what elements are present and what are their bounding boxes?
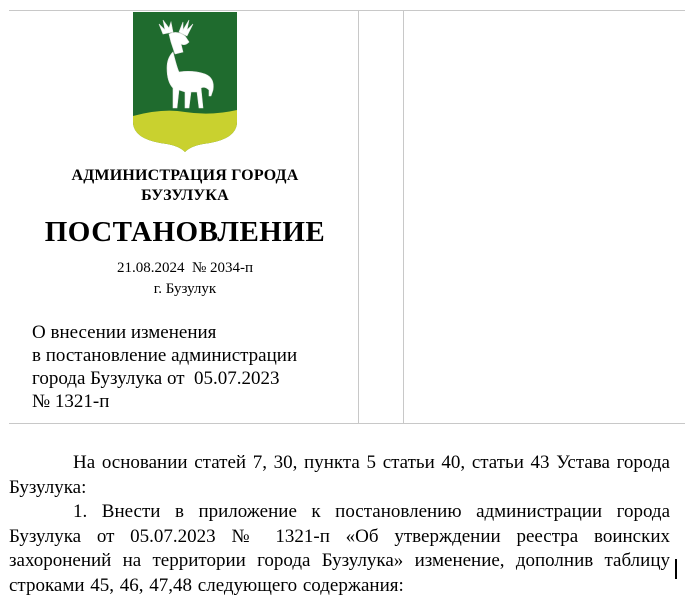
body-paragraph[interactable]: На основании статей 7, 30, пункта 5 статьи 40, статьи 43 Устава города Бузулука: [9,452,670,498]
table-divider [403,10,404,424]
subject-line: города Бузулука от 05.07.2023 [32,368,280,389]
document-body[interactable] [9,451,670,598]
document-city: г. Бузулук [153,281,217,297]
organization-name-line1: АДМИНИСТРАЦИЯ ГОРОДА [71,167,299,184]
organization-name-line2: БУЗУЛУКА [141,187,229,204]
subject-line: в постановление администрации [32,345,298,366]
subject-line: № 1321-п [32,391,110,412]
text-cursor [675,559,677,579]
document-date-number [20,259,350,277]
document-date: 21.08.2024 [116,260,185,276]
document-type: ПОСТАНОВЛЕНИЕ [44,216,326,248]
document-subject [32,321,362,413]
document-number: № 2034-п [191,260,254,276]
subject-line: О внесении изменения [32,322,217,343]
body-paragraph[interactable]: 1. Внести в приложение к постановлению администрации города Бузулука от 05.07.2023 № 1321-п «Об утверждении реестра воинских захоронений на территории города Бузулука» изменение, дополнив таблицу строками 45, 46, 47,48 следующего содержания: [9,501,670,596]
buzuluk-coat-of-arms-deer-icon [133,12,237,152]
